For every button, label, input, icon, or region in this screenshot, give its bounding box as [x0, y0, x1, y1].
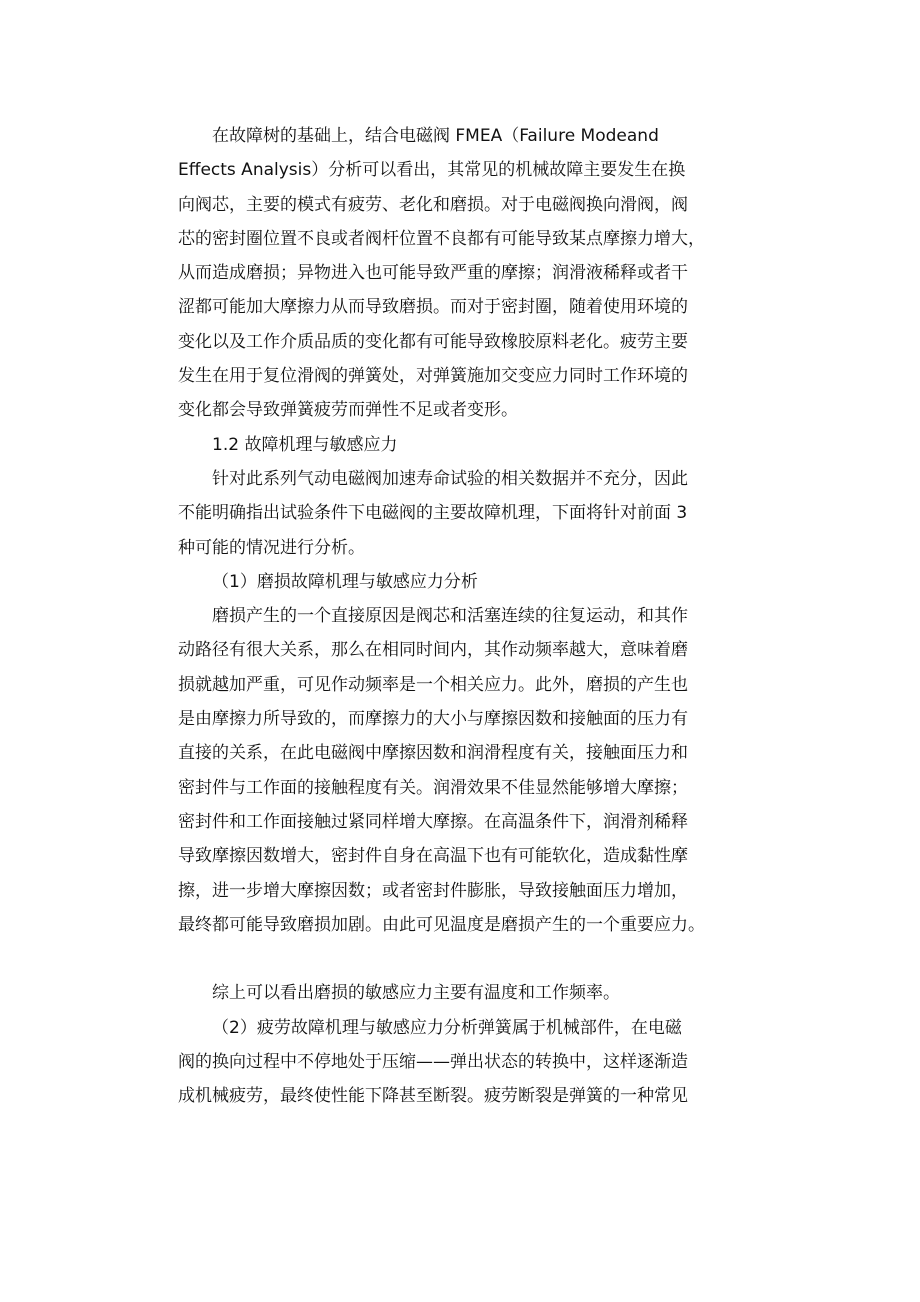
paragraph-line: 种可能的情况进行分析。 — [178, 537, 365, 558]
section-heading: 1.2 故障机理与敏感应力 — [212, 434, 398, 455]
paragraph-line: 变化以及工作介质品质的变化都有可能导致橡胶原料老化。疲劳主要 — [178, 331, 688, 352]
paragraph-line: 密封件与工作面的接触程度有关。润滑效果不佳显然能够增大摩擦； — [178, 777, 688, 798]
paragraph-line: 最终都可能导致磨损加剧。由此可见温度是磨损产生的一个重要应力。 — [178, 914, 705, 935]
paragraph-line: 不能明确指出试验条件下电磁阀的主要故障机理，下面将针对前面 3 — [178, 503, 688, 524]
document-body — [178, 119, 748, 1114]
subsection-heading: （1）磨损故障机理与敏感应力分析 — [212, 571, 478, 592]
paragraph-line: Effects Analysis）分析可以看出，其常见的机械故障主要发生在换 — [178, 160, 686, 181]
paragraph-line: 在故障树的基础上，结合电磁阀 FMEA（Failure Modeand — [212, 126, 659, 146]
paragraph-line: 磨损产生的一个直接原因是阀芯和活塞连续的往复运动，和其作 — [212, 606, 688, 627]
paragraph-line: 针对此系列气动电磁阀加速寿命试验的相关数据并不充分，因此 — [212, 468, 688, 489]
paragraph-line: 变化都会导致弹簧疲劳而弹性不足或者变形。 — [178, 400, 518, 421]
paragraph-line: 密封件和工作面接触过紧同样增大摩擦。在高温条件下，润滑剂稀释 — [178, 811, 688, 832]
paragraph-gap — [178, 942, 748, 976]
paragraph-line: 综上可以看出磨损的敏感应力主要有温度和工作频率。 — [212, 983, 620, 1004]
paragraph-line: 损就越加严重，可见作动频率是一个相关应力。此外，磨损的产生也 — [178, 674, 688, 695]
subsection-heading: （2）疲劳故障机理与敏感应力分析弹簧属于机械部件，在电磁 — [212, 1017, 682, 1038]
paragraph-line: 成机械疲劳，最终使性能下降甚至断裂。疲劳断裂是弹簧的一种常见 — [178, 1086, 688, 1107]
paragraph-line: 阀的换向过程中不停地处于压缩——弹出状态的转换中，这样逐渐造 — [178, 1052, 688, 1073]
paragraph-line: 发生在用于复位滑阀的弹簧处，对弹簧施加交变应力同时工作环境的 — [178, 366, 688, 387]
paragraph-line: 向阀芯，主要的模式有疲劳、老化和磨损。对于电磁阀换向滑阀，阀 — [178, 194, 688, 215]
paragraph-line: 芯的密封圈位置不良或者阀杆位置不良都有可能导致某点摩擦力增大， — [178, 228, 705, 249]
paragraph-line: 动路径有很大关系，那么在相同时间内，其作动频率越大，意味着磨 — [178, 640, 688, 661]
paragraph-line: 从而造成磨损；异物进入也可能导致严重的摩擦；润滑液稀释或者干 — [178, 263, 688, 284]
paragraph-line: 涩都可能加大摩擦力从而导致磨损。而对于密封圈，随着使用环境的 — [178, 297, 688, 318]
paragraph-line: 是由摩擦力所导致的，而摩擦力的大小与摩擦因数和接触面的压力有 — [178, 709, 688, 730]
paragraph-line: 擦，进一步增大摩擦因数；或者密封件膨胀，导致接触面压力增加， — [178, 880, 688, 901]
paragraph-line: 直接的关系，在此电磁阀中摩擦因数和润滑程度有关，接触面压力和 — [178, 743, 688, 764]
paragraph-line: 导致摩擦因数增大，密封件自身在高温下也有可能软化，造成黏性摩 — [178, 846, 688, 867]
